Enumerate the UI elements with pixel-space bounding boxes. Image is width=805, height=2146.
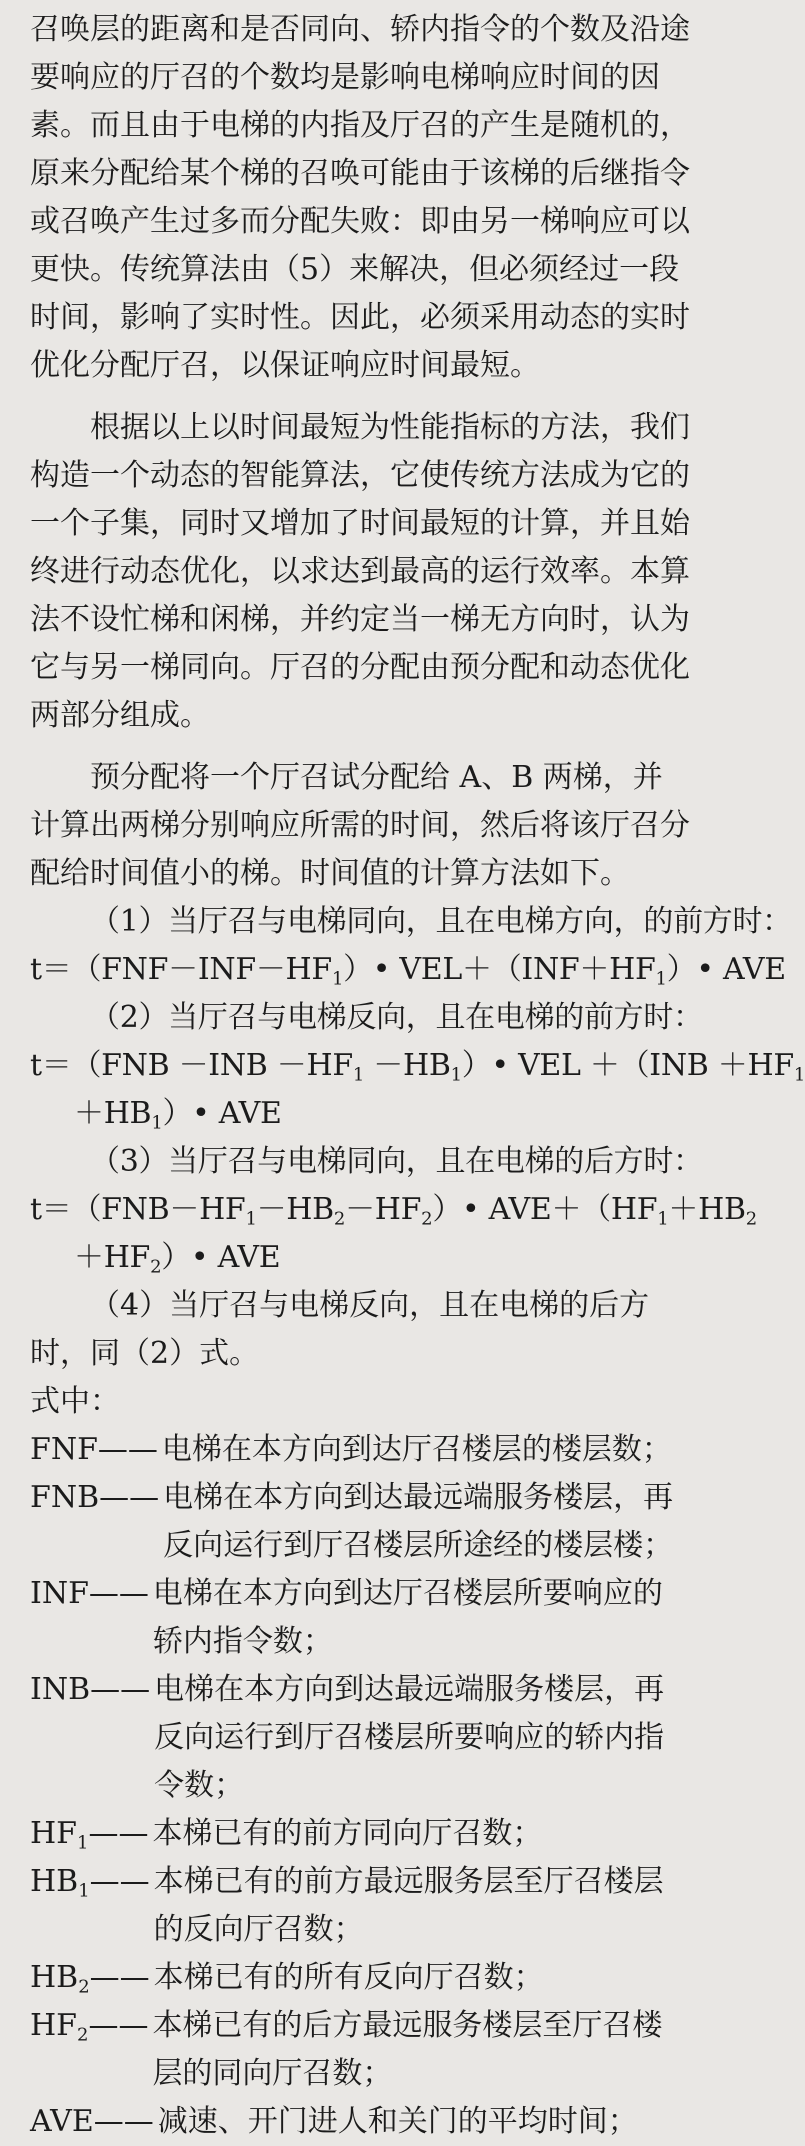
definition-item (30, 1954, 690, 2002)
formula-2-line-2: $+HB_1)•$ AVE (74, 1096, 282, 1134)
definition-term: FNB—— (30, 1480, 160, 1515)
definition-item (30, 1570, 690, 1666)
definition-desc: 本梯已有的后方最远服务楼层至厅召楼层的同向厅召数； (152, 2008, 663, 2091)
definition-item (30, 1426, 690, 1474)
definition-item (30, 2098, 690, 2146)
definition-desc: 减速、开门进人和关门的平均时间； (157, 2104, 638, 2139)
definition-term: $HB_1——$ (30, 1864, 150, 1902)
definition-term: $HB_2——$ (30, 1960, 150, 1998)
definition-term: $HF_1——$ (30, 1816, 149, 1854)
definition-item (30, 1666, 690, 1810)
where-label: 式中： (30, 1384, 120, 1419)
formula-2-line-1: $t=(FNB -INB -HF_1$ $-HB_1)•$ VEL $+(INB +HF_1$ (30, 1048, 805, 1086)
case-4-condition: （4）当厅召与电梯反向，且在电梯的后方时，同（2）式。 (30, 1288, 650, 1371)
formula-3-line-1: $t=(FNB-HF_1-HB_2-HF_2)•$ $AVE+(HF_1+HB_2$ (30, 1192, 757, 1230)
definition-desc: 本梯已有的所有反向厅召数； (153, 1960, 544, 1995)
definition-term: FNF—— (30, 1432, 158, 1467)
definition-item (30, 2002, 690, 2098)
definition-desc: 电梯在本方向到达厅召楼层的楼层数； (161, 1432, 672, 1467)
definition-item (30, 1810, 690, 1858)
definition-desc: 本梯已有的前方最远服务层至厅召楼层的反向厅召数； (153, 1864, 664, 1947)
paragraph-3: 预分配将一个厅召试分配给 A、B 两梯，并计算出两梯分别响应所需的时间，然后将该厅召分配给时间值小的梯。时间值的计算方法如下。 (30, 760, 690, 891)
case-1-condition: （1）当厅召与电梯同向，且在电梯方向，的前方时： (90, 904, 792, 939)
definition-desc: 本梯已有的前方同向厅召数； (152, 1816, 543, 1851)
definition-desc: 电梯在本方向到达最远端服务楼层，再反向运行到厅召楼层所途经的楼层楼； (163, 1480, 674, 1563)
definition-term: $HF_2——$ (30, 2008, 149, 2046)
definition-item (30, 1474, 690, 1570)
definition-term: AVE—— (30, 2104, 154, 2139)
definition-desc: 电梯在本方向到达最远端服务楼层，再反向运行到厅召楼层所要响应的轿内指令数； (154, 1672, 665, 1803)
definition-item (30, 1858, 690, 1954)
formula-1: $t=(FNF-INF-HF_1)•$ $VEL+(INF+HF_1)•$ AVE (30, 952, 786, 990)
paragraph-2: 根据以上以时间最短为性能指标的方法，我们构造一个动态的智能算法，它使传统方法成为它的一个子集，同时又增加了时间最短的计算，并且始终进行动态优化，以求达到最高的运行效率。本算法不设忙梯和闲梯，并约定当一梯无方向时，认为它与另一梯同向。厅召的分配由预分配和动态优化两部分组成。 (30, 410, 690, 733)
paragraph-1: 召唤层的距离和是否同向、轿内指令的个数及沿途要响应的厅召的个数均是影响电梯响应时间的因素。而且由于电梯的内指及厅召的产生是随机的，原来分配给某个梯的召唤可能由于该梯的后继指令或召唤产生过多而分配失败：即由另一梯响应可以更快。传统算法由（5）来解决，但必须经过一段时间，影响了实时性。因此，必须采用动态的实时优化分配厅召，以保证响应时间最短。 (30, 12, 690, 383)
definition-term: INB—— (30, 1672, 151, 1707)
definition-list (30, 1426, 690, 2146)
case-2-condition: （2）当厅召与电梯反向，且在电梯的前方时： (90, 1000, 703, 1035)
definition-term: INF—— (30, 1576, 149, 1611)
case-3-condition: （3）当厅召与电梯同向，且在电梯的后方时： (90, 1144, 703, 1179)
definition-desc: 电梯在本方向到达厅召楼层所要响应的轿内指令数； (152, 1576, 663, 1659)
formula-3-line-2: $+HF_2)•$ AVE (74, 1240, 281, 1278)
